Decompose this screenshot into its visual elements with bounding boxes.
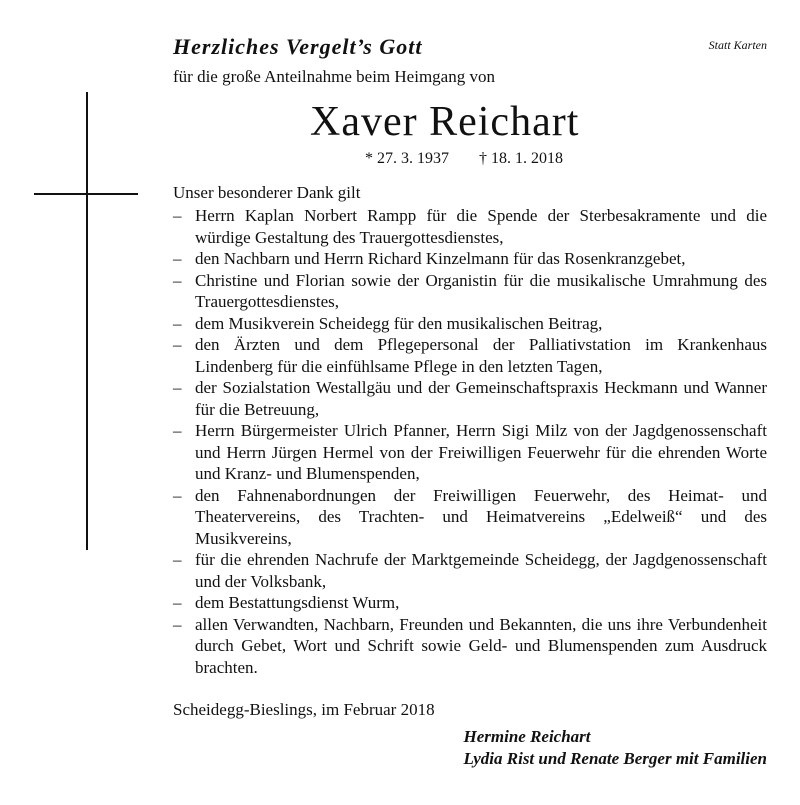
thanks-intro: Unser besonderer Dank gilt (173, 183, 361, 202)
signers (463, 726, 767, 770)
dash-marker: – (173, 249, 182, 268)
dash-marker: – (173, 378, 182, 397)
list-item (173, 334, 767, 377)
list-item-text: dem Bestattungsdienst Wurm, (195, 593, 400, 612)
signer-name: Hermine Reichart (463, 727, 591, 746)
dash-marker: – (173, 206, 182, 225)
list-item-text: den Ärzten und dem Pflegepersonal der Palliativstation im Krankenhaus Lindenberg für die einfühlsame Pflege in den letzten Tagen, (195, 335, 767, 376)
dash-marker: – (173, 550, 182, 569)
notice-subheading: für die große Anteilnahme beim Heimgang von (173, 67, 495, 86)
list-item (173, 313, 767, 335)
notice-heading: Herzliches Vergelt’s Gott (173, 34, 423, 59)
deceased-name: Xaver Reichart (310, 99, 580, 145)
list-item (173, 377, 767, 420)
signer-name: Lydia Rist und Renate Berger mit Familien (463, 749, 767, 768)
list-item (173, 205, 767, 248)
dash-marker: – (173, 593, 182, 612)
death-date: † 18. 1. 2018 (479, 150, 563, 167)
dash-marker: – (173, 313, 182, 333)
dash-marker: – (173, 335, 182, 354)
thanks-list (173, 205, 767, 678)
list-item (173, 420, 767, 485)
dash-marker: – (173, 485, 182, 505)
life-dates (365, 150, 563, 168)
place-and-date: Scheidegg-Bieslings, im Februar 2018 (173, 700, 435, 719)
list-item-text: für die ehrenden Nachrufe der Marktgemeinde Scheidegg, der Jagdgenossenschaft und der Volksbank, (195, 550, 767, 591)
list-item (173, 549, 767, 592)
dash-marker: – (173, 270, 182, 290)
list-item-text: der Sozialstation Westallgäu und der Gemeinschaftspraxis Heckmann und Wanner für die Betreuung, (195, 378, 767, 419)
list-item-text: Christine und Florian sowie der Organistin für die musikalische Umrahmung des Trauergottesdienstes, (195, 270, 767, 311)
list-item (173, 270, 767, 313)
cross-horizontal-bar (34, 193, 138, 195)
cross-vertical-bar (86, 92, 88, 550)
list-item-text: allen Verwandten, Nachbarn, Freunden und Bekannten, die uns ihre Verbundenheit durch Gebet, Wort und Schrift sowie Geld- und Blumenspenden zum Ausdruck brachten. (195, 614, 767, 677)
statt-karten-label: Statt Karten (708, 38, 767, 52)
list-item (173, 614, 767, 679)
dash-marker: – (173, 614, 182, 634)
list-item-text: den Fahnenabordnungen der Freiwilligen Feuerwehr, des Heimat- und Theatervereins, des Trachten- und Heimatvereins „Edelweiß“ und des Musikvereins, (195, 485, 767, 548)
list-item (173, 485, 767, 550)
list-item-text: den Nachbarn und Herrn Richard Kinzelmann für das Rosenkranzgebet, (195, 249, 686, 268)
list-item-text: Herrn Kaplan Norbert Rampp für die Spende der Sterbesakramente und die würdige Gestaltung des Trauergottesdienstes, (195, 206, 767, 247)
list-item-text: dem Musikverein Scheidegg für den musikalischen Beitrag, (195, 313, 603, 333)
list-item-text: Herrn Bürgermeister Ulrich Pfanner, Herrn Sigi Milz von der Jagdgenossenschaft und Herrn Jürgen Hermel von der Freiwilligen Feuerwehr für die ehrenden Worte und Kranz- und Blumenspenden, (195, 421, 767, 483)
dash-marker: – (173, 421, 182, 440)
list-item (173, 248, 767, 270)
list-item (173, 592, 767, 614)
birth-date: * 27. 3. 1937 (365, 150, 449, 167)
